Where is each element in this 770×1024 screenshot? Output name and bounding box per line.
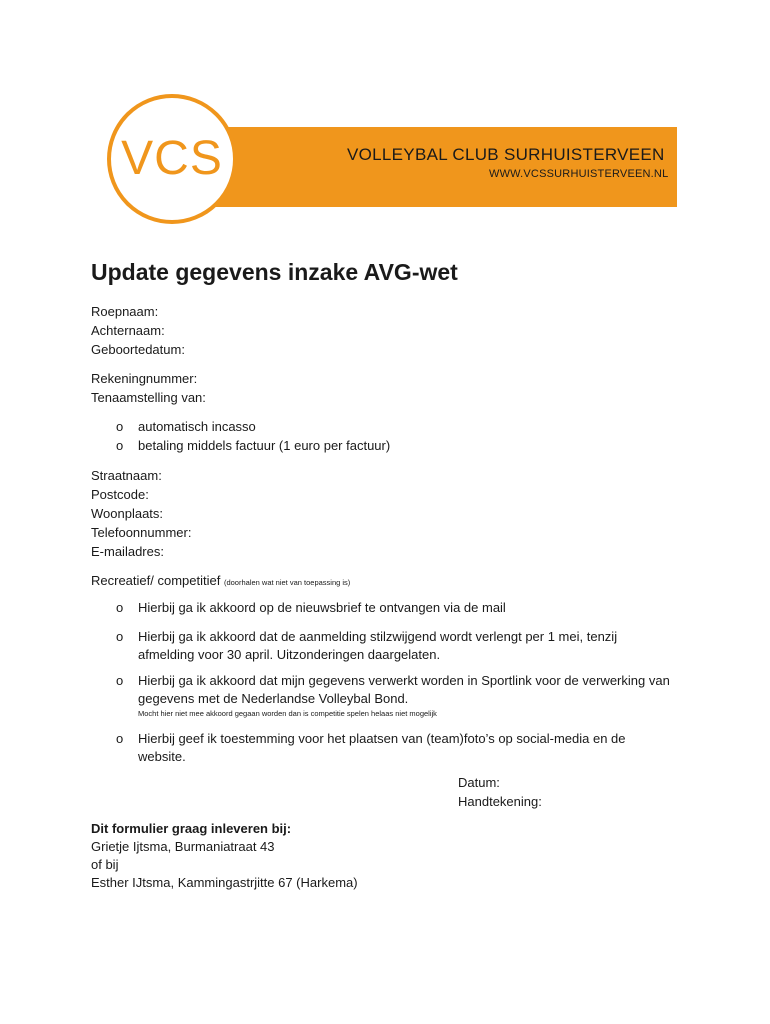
- club-name: VOLLEYBAL CLUB SURHUISTERVEEN: [347, 145, 665, 164]
- consent-renewal-line2: afmelding voor 30 april. Uitzonderingen daargelaten.: [138, 647, 441, 662]
- consent-sportlink-line2: gegevens met de Nederlandse Volleybal Bond.: [138, 691, 409, 706]
- field-rekeningnummer: Rekeningnummer:: [91, 371, 198, 386]
- date-label: Datum:: [458, 775, 500, 790]
- consent-sportlink-note: Mocht hier niet mee akkoord gegaan worden dan is competitie spelen helaas niet mogelijk: [138, 709, 437, 718]
- payment-option-incasso: automatisch incasso: [138, 419, 256, 434]
- membership-label: Recreatief/ competitief: [91, 573, 221, 588]
- consent-renewal-line1: Hierbij ga ik akkoord dat de aanmelding stilzwijgend wordt verlengt per 1 mei, tenzij: [138, 629, 618, 644]
- club-website: WWW.VCSSURHUISTERVEEN.NL: [489, 168, 669, 180]
- bullet-marker: o: [116, 600, 124, 615]
- membership-note: (doorhalen wat niet van toepassing is): [223, 578, 351, 587]
- bullet-marker: o: [116, 438, 124, 453]
- page-title: Update gegevens inzake AVG-wet: [91, 259, 458, 285]
- field-achternaam: Achternaam:: [91, 323, 165, 338]
- signature-label: Handtekening:: [458, 794, 542, 809]
- field-straatnaam: Straatnaam:: [91, 468, 162, 483]
- consent-photos-line1: Hierbij geef ik toestemming voor het plaatsen van (team)foto’s op social-media en de: [138, 731, 626, 746]
- submit-heading: Dit formulier graag inleveren bij:: [91, 821, 292, 836]
- bullet-marker: o: [116, 629, 124, 644]
- bullet-marker: o: [116, 419, 124, 434]
- field-roepnaam: Roepnaam:: [91, 304, 159, 319]
- field-geboortedatum: Geboortedatum:: [91, 342, 185, 357]
- header-banner: [193, 127, 677, 207]
- club-logo: [107, 94, 237, 224]
- consent-photos-line2: website.: [138, 749, 186, 764]
- submit-address-1: Grietje Ijtsma, Burmaniatraat 43: [91, 839, 275, 854]
- field-woonplaats: Woonplaats:: [91, 506, 164, 521]
- consent-sportlink-line1: Hierbij ga ik akkoord dat mijn gegevens verwerkt worden in Sportlink voor de verwerking van: [138, 673, 670, 688]
- field-tenaamstelling: Tenaamstelling van:: [91, 390, 206, 405]
- field-telefoonnummer: Telefoonnummer:: [91, 525, 192, 540]
- submit-or: of bij: [91, 857, 119, 872]
- submit-address-2: Esther IJtsma, Kammingastrjitte 67 (Harkema): [91, 875, 358, 890]
- logo-text: VCS: [121, 132, 223, 185]
- consent-newsletter: Hierbij ga ik akkoord op de nieuwsbrief te ontvangen via de mail: [138, 600, 506, 615]
- field-emailadres: E-mailadres:: [91, 544, 164, 559]
- payment-option-factuur: betaling middels factuur (1 euro per factuur): [138, 438, 391, 453]
- bullet-marker: o: [116, 731, 124, 746]
- bullet-marker: o: [116, 673, 124, 688]
- membership-line: [91, 571, 350, 592]
- field-postcode: Postcode:: [91, 487, 149, 502]
